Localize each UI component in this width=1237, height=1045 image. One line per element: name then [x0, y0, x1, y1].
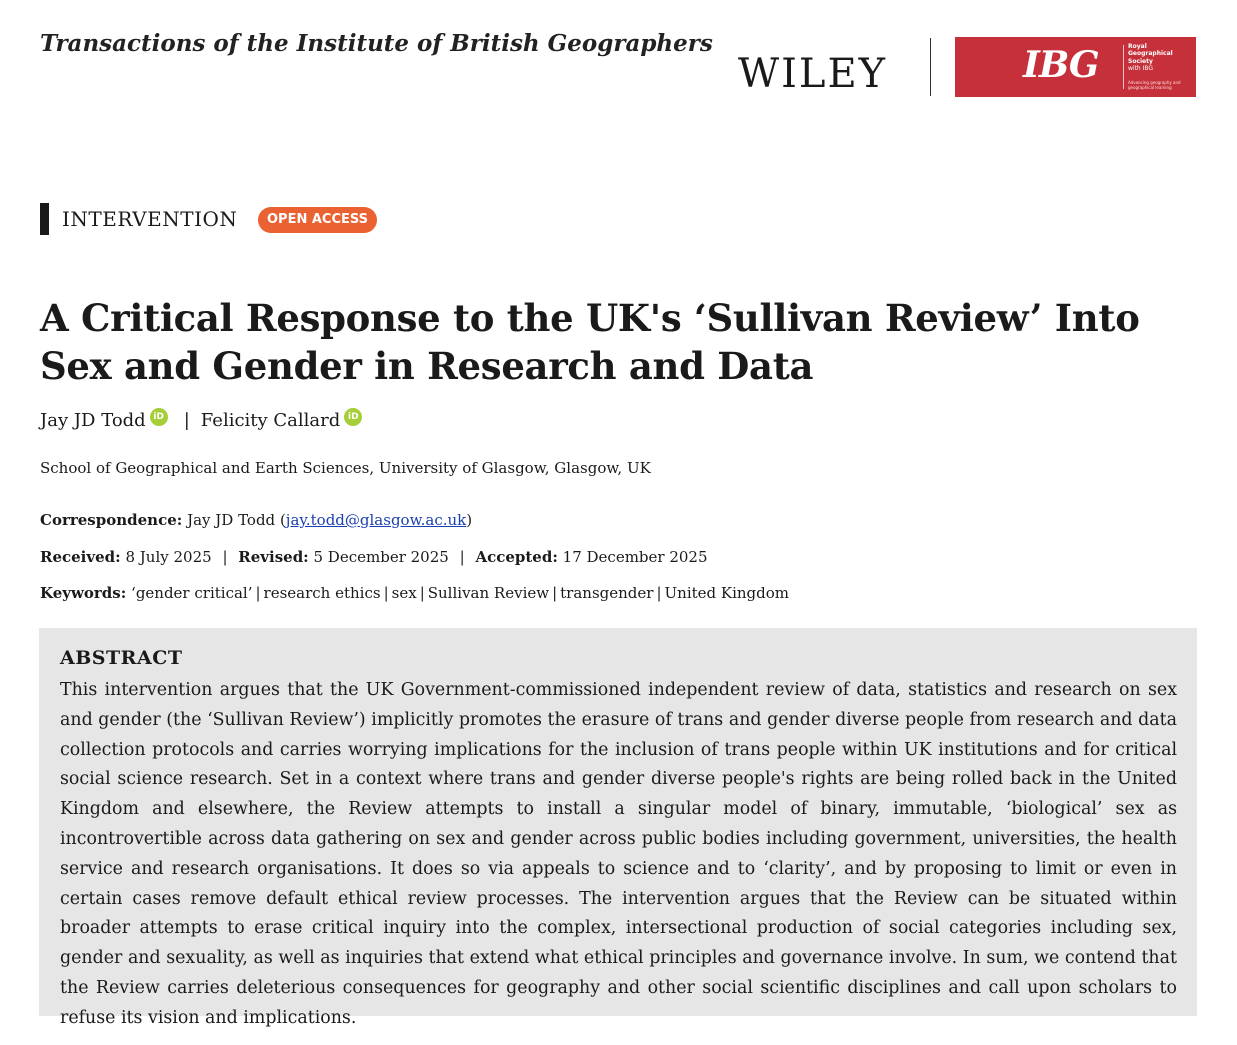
accepted-label: Accepted: — [475, 548, 558, 566]
date-separator: | — [459, 548, 465, 566]
author-name[interactable]: Felicity Callard — [200, 410, 341, 431]
section-marker — [40, 203, 49, 235]
article-dates — [40, 548, 708, 566]
keyword-separator: | — [419, 584, 425, 602]
society-logo-text: Royal Geographical Society with IBG — [1128, 43, 1173, 73]
date-separator: | — [222, 548, 228, 566]
publisher-logo[interactable]: WILEY — [738, 51, 888, 97]
author-list — [40, 410, 362, 431]
section-label: INTERVENTION — [62, 207, 238, 231]
correspondence-label: Correspondence: — [40, 511, 183, 529]
society-logo-tagline: Advancing geography and geographical learning — [1128, 80, 1181, 90]
logo-divider — [930, 38, 931, 96]
revised-label: Revised: — [238, 548, 309, 566]
abstract-text: This intervention argues that the UK Government-commissioned independent review of data, statistics and research on sex and gender (the ‘Sullivan Review’) implicitly promotes the erasure of trans and gender diverse people from research and data collection protocols and carries worrying implications for the inclusion of trans people within UK institutions and for critical social science research. Set in a context where trans and gender diverse people's rights are being rolled back in the United Kingdom and elsewhere, the Review attempts to install a singular model of binary, immutable, ‘biological’ sex as incontrovertible across data gathering on sex and gender across public bodies including government, universities, the health service and research organisations. It does so via appeals to science and to ‘clarity’, and by proposing to limit or even in certain cases remove default ethical review processes. The intervention argues that the Review can be situated within broader attempts to erase critical inquiry into the complex, intersectional production of social categories including sex, gender and sexuality, as well as inquiries that extend what ethical principles and governance involve. In sum, we contend that the Review carries deleterious consequences for geography and other social scientific disciplines and call upon scholars to refuse its vision and implications. — [60, 680, 1177, 1028]
received-date: 8 July 2025 — [125, 548, 212, 566]
keyword-separator: | — [255, 584, 261, 602]
society-logo[interactable] — [955, 37, 1196, 97]
keyword[interactable]: transgender — [560, 584, 654, 602]
keywords — [40, 584, 789, 602]
keyword[interactable]: Sullivan Review — [427, 584, 550, 602]
orcid-icon[interactable]: iD — [150, 408, 168, 426]
keyword-separator: | — [383, 584, 389, 602]
author-name[interactable]: Jay JD Todd — [40, 410, 146, 431]
society-logo-divider — [1123, 45, 1124, 89]
received-label: Received: — [40, 548, 121, 566]
keyword[interactable]: United Kingdom — [664, 584, 790, 602]
journal-title: Transactions of the Institute of British Geographers — [40, 30, 713, 57]
correspondence-name: Jay JD Todd — [187, 511, 276, 529]
keyword[interactable]: sex — [391, 584, 417, 602]
keyword-separator: | — [656, 584, 662, 602]
keyword[interactable]: research ethics — [263, 584, 381, 602]
author-separator: | — [183, 410, 190, 431]
article-title: A Critical Response to the UK's ‘Sullivan Review’ Into Sex and Gender in Research and Data — [40, 296, 1140, 388]
abstract-box — [39, 628, 1197, 1028]
accepted-date: 17 December 2025 — [562, 548, 708, 566]
keywords-label: Keywords: — [40, 584, 127, 602]
affiliation: School of Geographical and Earth Sciences, University of Glasgow, Glasgow, UK — [40, 459, 651, 477]
orcid-icon[interactable]: iD — [344, 408, 362, 426]
correspondence: Correspondence: Jay JD Todd (jay.todd@glasgow.ac.uk) — [40, 511, 473, 529]
correspondence-email-link[interactable]: jay.todd@glasgow.ac.uk — [285, 511, 467, 529]
society-logo-mark: IBG — [1023, 44, 1099, 86]
abstract-heading: ABSTRACT — [60, 647, 183, 669]
keyword-separator: | — [552, 584, 558, 602]
revised-date: 5 December 2025 — [313, 548, 449, 566]
open-access-badge: OPEN ACCESS — [258, 207, 377, 233]
keyword[interactable]: ‘gender critical’ — [131, 584, 253, 602]
